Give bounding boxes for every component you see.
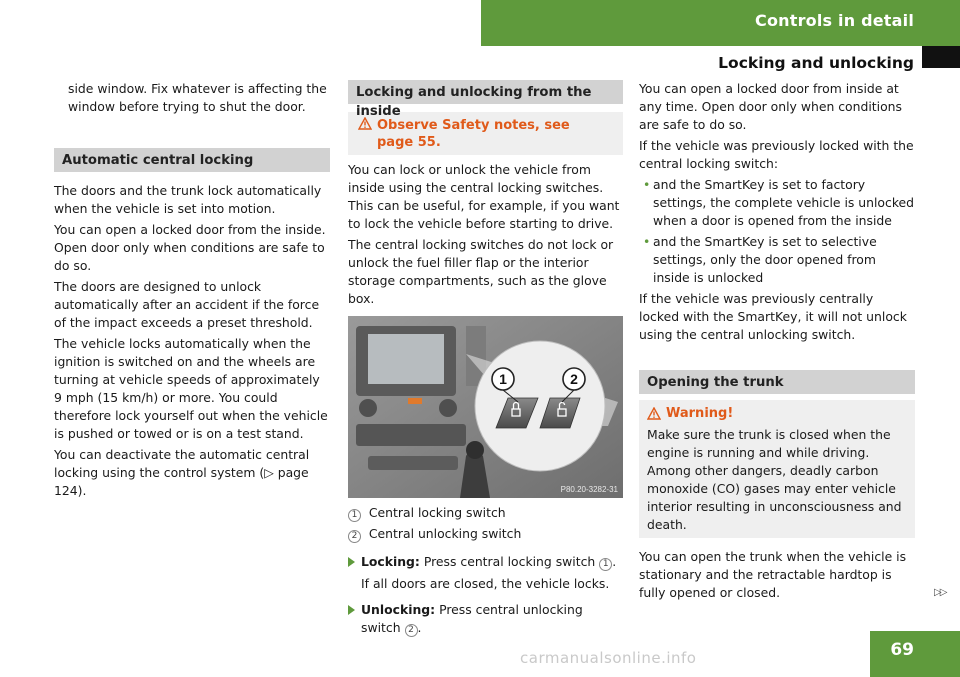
paragraph-page-reference[interactable]: You can deactivate the automatic central locking using the control system (▷ page 124). xyxy=(54,447,310,498)
paragraph: You can open the trunk when the vehicle is stationary and the retractable hardtop is fully opened or closed. xyxy=(639,549,907,600)
step-arrow-icon xyxy=(348,557,355,567)
paragraph: The vehicle locks automatically when the ignition is switched on and the wheels are turning at vehicle speeds of approximately 9 mph (15 km/h) or more. You could therefore lock yourself out when the vehicle is pushed or towed or is on a test stand. xyxy=(54,336,328,441)
step-locking xyxy=(348,553,623,593)
step-unlocking xyxy=(348,601,623,637)
paragraph: If the vehicle was previously centrally locked with the SmartKey, it will not unlock using the central unlocking switch. xyxy=(639,291,907,342)
callout-2: 2 xyxy=(570,371,578,387)
step-arrow-icon xyxy=(348,605,355,615)
automatic-central-locking-heading: Automatic central locking xyxy=(54,148,330,172)
step-switch-number: 2 xyxy=(405,624,418,637)
paragraph: The doors are designed to unlock automatically after an accident if the force of the impact exceeds a preset threshold. xyxy=(54,279,320,330)
callout-1: 1 xyxy=(499,371,507,387)
step-punctuation: . xyxy=(612,554,617,569)
warning-text: Make sure the trunk is closed when the engine is running and while driving. Among other dangers, deadly carbon monoxide (CO) gases may enter vehicle interior resulting in unconsciousness and death. xyxy=(647,427,902,532)
paragraph: The central locking switches do not lock or unlock the fuel filler flap or the interior storage compartments, such as the glove box. xyxy=(348,237,614,306)
warning-triangle-icon xyxy=(647,407,661,420)
legend-number: 2 xyxy=(348,530,361,543)
warning-title: Warning! xyxy=(666,406,734,421)
image-legend xyxy=(348,504,623,543)
step-switch-number: 1 xyxy=(599,558,612,571)
legend-item-1 xyxy=(348,504,623,522)
thumb-tab xyxy=(922,46,960,68)
step-label: Unlocking: xyxy=(361,602,436,617)
paragraph: You can lock or unlock the vehicle from inside using the central locking switches. This can be useful, for example, if you want to lock the vehicle before starting to drive. xyxy=(348,162,620,231)
legend-number: 1 xyxy=(348,509,361,522)
column-right xyxy=(639,80,915,605)
bullet-item: • and the SmartKey is set to factory settings, the complete vehicle is unlocked when a door is opened from the inside xyxy=(639,176,915,230)
column-middle xyxy=(348,80,623,637)
column-left xyxy=(54,80,330,503)
trunk-warning-box xyxy=(639,400,915,538)
safety-note-text[interactable]: Observe Safety notes, see page 55. xyxy=(377,118,570,150)
opening-trunk-heading: Opening the trunk xyxy=(639,370,915,394)
step-text: Press central locking switch xyxy=(423,554,596,569)
step-punctuation: . xyxy=(417,620,422,635)
watermark: carmanualsonline.info xyxy=(520,649,697,667)
step-note: If all doors are closed, the vehicle locks. xyxy=(361,576,610,591)
legend-text: Central unlocking switch xyxy=(368,526,522,541)
chapter-title: Controls in detail xyxy=(755,11,914,30)
paragraph: If the vehicle was previously locked with the central locking switch: xyxy=(639,138,914,171)
paragraph: You can open a locked door from the inside. Open door only when conditions are safe to do so. xyxy=(54,222,326,273)
image-code: P80.20-3282-31 xyxy=(560,485,618,494)
console-illustration xyxy=(348,316,623,498)
legend-text: Central locking switch xyxy=(368,505,506,520)
bullet-item: • and the SmartKey is set to selective settings, only the door opened from inside is unlocked xyxy=(639,233,915,287)
step-text: Press central unlocking switch xyxy=(361,602,583,635)
intro-line-1: side window. Fix whatever is affecting the xyxy=(68,81,327,96)
step-label: Locking: xyxy=(361,554,420,569)
warning-triangle-icon xyxy=(358,117,372,130)
section-title: Locking and unlocking xyxy=(718,54,914,72)
safety-note-box xyxy=(348,112,623,155)
intro-line-2: window before trying to shut the door. xyxy=(68,99,306,114)
center-console-photo xyxy=(348,316,623,498)
chapter-banner xyxy=(481,0,960,46)
page-number: 69 xyxy=(890,640,914,660)
paragraph: You can open a locked door from inside at any time. Open door only when conditions are safe to do so. xyxy=(639,81,902,132)
paragraph: The doors and the trunk lock automatically when the vehicle is set into motion. xyxy=(54,183,322,216)
locking-inside-heading: Locking and unlocking from the inside xyxy=(348,80,623,104)
continue-arrows-icon: ▷▷ xyxy=(934,587,946,598)
legend-item-2 xyxy=(348,525,623,543)
